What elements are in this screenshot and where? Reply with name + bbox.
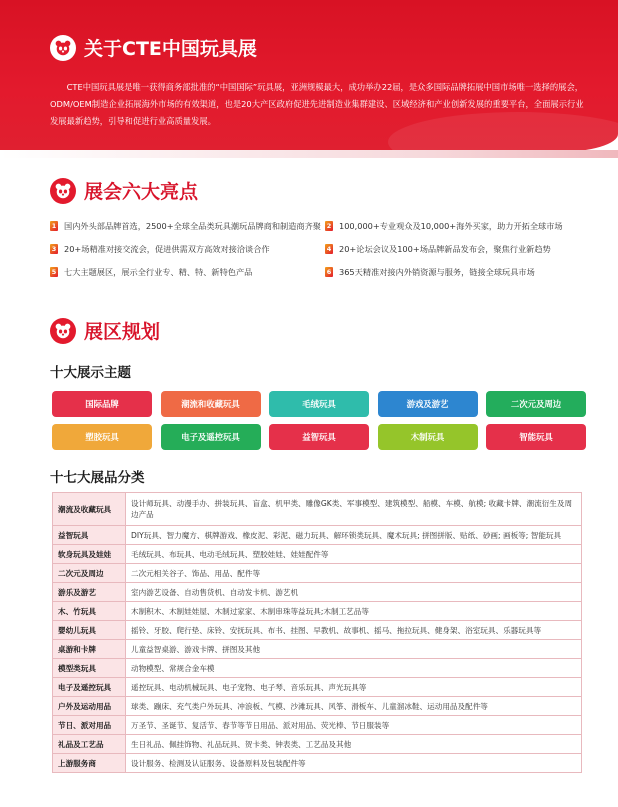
- table-row: [53, 697, 582, 716]
- category-name: 模型类玩具: [53, 659, 126, 678]
- category-name: 软身玩具及娃娃: [53, 545, 126, 564]
- highlight-item: [50, 218, 325, 235]
- category-name: 电子及遥控玩具: [53, 678, 126, 697]
- highlight-number: 2: [326, 222, 332, 230]
- theme-tag: 木制玩具: [378, 424, 478, 450]
- category-name: 节日、派对用品: [53, 716, 126, 735]
- highlight-item: [50, 264, 325, 281]
- highlight-text: 100,000+专业观众及10,000+海外买家，助力开拓全球市场: [339, 221, 563, 231]
- category-name: 户外及运动用品: [53, 697, 126, 716]
- table-row: [53, 493, 582, 526]
- table-row: [53, 545, 582, 564]
- category-desc: 设计师玩具、动漫手办、拼装玩具、盲盒、机甲类、雕像GK类、军事模型、建筑模型、船模、车模、航模; 收藏卡牌、潮流衍生及周边产品: [126, 493, 582, 526]
- about-hero: [0, 0, 618, 152]
- highlight-item: [50, 241, 325, 258]
- table-row: [53, 583, 582, 602]
- table-row: [53, 602, 582, 621]
- highlight-item: [325, 241, 590, 258]
- highlight-item: [325, 264, 590, 281]
- category-desc: 摇铃、牙胶、爬行垫、床铃、安抚玩具、布书、挂图、早教机、故事机、摇马、拖拉玩具、健身架、浴室玩具、乐器玩具等: [126, 621, 582, 640]
- highlight-number: 4: [326, 245, 332, 253]
- category-name: 益智玩具: [53, 526, 126, 545]
- table-row: [53, 621, 582, 640]
- theme-tag: 国际品牌: [52, 391, 152, 417]
- highlight-item: [325, 218, 590, 235]
- theme-tag: 二次元及周边: [486, 391, 586, 417]
- panda-logo-icon: [50, 178, 76, 204]
- category-desc: 生日礼品、佩挂饰物、礼品玩具、贺卡类、钟表类、工艺品及其他: [126, 735, 582, 754]
- hero-divider: [0, 150, 618, 158]
- panda-logo-icon: [50, 35, 76, 61]
- table-row: [53, 735, 582, 754]
- category-desc: 室内游艺设备、自动售货机、自动发卡机、游艺机: [126, 583, 582, 602]
- highlight-text: 国内外头部品牌首选，2500+全球全品类玩具潮玩品牌商和制造商齐聚: [64, 221, 321, 231]
- table-row: [53, 640, 582, 659]
- highlights-heading: [50, 177, 198, 204]
- category-desc: 动物模型、常规合金车模: [126, 659, 582, 678]
- highlight-text: 七大主题展区，展示全行业专、精、特、新特色产品: [64, 267, 253, 277]
- table-row: [53, 678, 582, 697]
- category-name: 桌游和卡牌: [53, 640, 126, 659]
- about-intro: CTE中国玩具展是唯一获得商务部批准的“中国国际”玩具展，亚洲规模最大，成功举办22届，是众多国际品牌拓展中国市场唯一选择的展会，ODM/OEM制造企业拓展海外市场的有效渠道，也是20大产区政府促进先进制造业集群建设、区域经济和产业创新发展的重要平台，全面展示行业发展最新趋势，引导和促进行业高质量发展。: [50, 82, 584, 126]
- highlight-text: 20+论坛会议及100+场品牌新品发布会，聚焦行业新趋势: [339, 244, 551, 254]
- theme-tag: 潮流和收藏玩具: [161, 391, 261, 417]
- category-name: 婴幼儿玩具: [53, 621, 126, 640]
- table-row: [53, 716, 582, 735]
- categories-table: [52, 492, 582, 773]
- category-name: 二次元及周边: [53, 564, 126, 583]
- table-row: [53, 754, 582, 773]
- category-desc: 球类、蹦床、充气类户外玩具、冲浪板、气模、沙滩玩具、风筝、滑板车、儿童溜冰鞋、运动用品及配件等: [126, 697, 582, 716]
- highlight-number: 1: [51, 222, 57, 230]
- category-desc: 儿童益智桌游、游戏卡牌、拼图及其他: [126, 640, 582, 659]
- category-desc: 二次元相关谷子、饰品、用品、配件等: [126, 564, 582, 583]
- planning-title: 展区规划: [84, 321, 161, 343]
- theme-tag: 毛绒玩具: [269, 391, 369, 417]
- category-name: 潮流及收藏玩具: [53, 493, 126, 526]
- highlight-number: 6: [326, 268, 332, 276]
- highlights-title: 展会六大亮点: [84, 181, 199, 203]
- category-name: 上游服务商: [53, 754, 126, 773]
- category-desc: 设计服务、检测及认证服务、设备原料及包装配件等: [126, 754, 582, 773]
- category-desc: DIY玩具、智力魔方、棋牌游戏、橡皮泥、彩泥、磁力玩具、解环锁类玩具、魔术玩具; 拼图拼版、贴纸、砂画; 画板等; 智能玩具: [126, 526, 582, 545]
- highlight-text: 365天精准对接内外销资源与服务，链接全球玩具市场: [339, 267, 535, 277]
- theme-tag: 益智玩具: [269, 424, 369, 450]
- themes-grid: [52, 391, 586, 450]
- category-desc: 毛绒玩具、布玩具、电动毛绒玩具、塑胶娃娃、娃娃配件等: [126, 545, 582, 564]
- panda-logo-icon: [50, 318, 76, 344]
- about-heading: [50, 34, 257, 61]
- theme-tag: 游戏及游艺: [378, 391, 478, 417]
- category-desc: 万圣节、圣诞节、复活节、春节等节日用品、派对用品、荧光棒、节日服装等: [126, 716, 582, 735]
- category-name: 木、竹玩具: [53, 602, 126, 621]
- highlight-number: 3: [51, 245, 57, 253]
- highlight-text: 20+场精准对接交流会，促进供需双方高效对接洽谈合作: [64, 244, 270, 254]
- theme-tag: 塑胶玩具: [52, 424, 152, 450]
- table-row: [53, 526, 582, 545]
- category-name: 礼品及工艺品: [53, 735, 126, 754]
- theme-tag: 智能玩具: [486, 424, 586, 450]
- category-desc: 木制积木、木制娃娃屋、木制过家家、木制串珠等益玩具;木制工艺品等: [126, 602, 582, 621]
- highlights-list: [50, 218, 590, 287]
- highlight-number: 5: [51, 268, 57, 276]
- table-row: [53, 564, 582, 583]
- categories-title: 十七大展品分类: [50, 470, 145, 486]
- category-name: 游乐及游艺: [53, 583, 126, 602]
- themes-title: 十大展示主题: [50, 365, 131, 381]
- table-row: [53, 659, 582, 678]
- about-title: 关于CTE中国玩具展: [84, 38, 257, 60]
- planning-heading: [50, 317, 160, 344]
- category-desc: 遥控玩具、电动机械玩具、电子宠物、电子琴、音乐玩具、声光玩具等: [126, 678, 582, 697]
- theme-tag: 电子及遥控玩具: [161, 424, 261, 450]
